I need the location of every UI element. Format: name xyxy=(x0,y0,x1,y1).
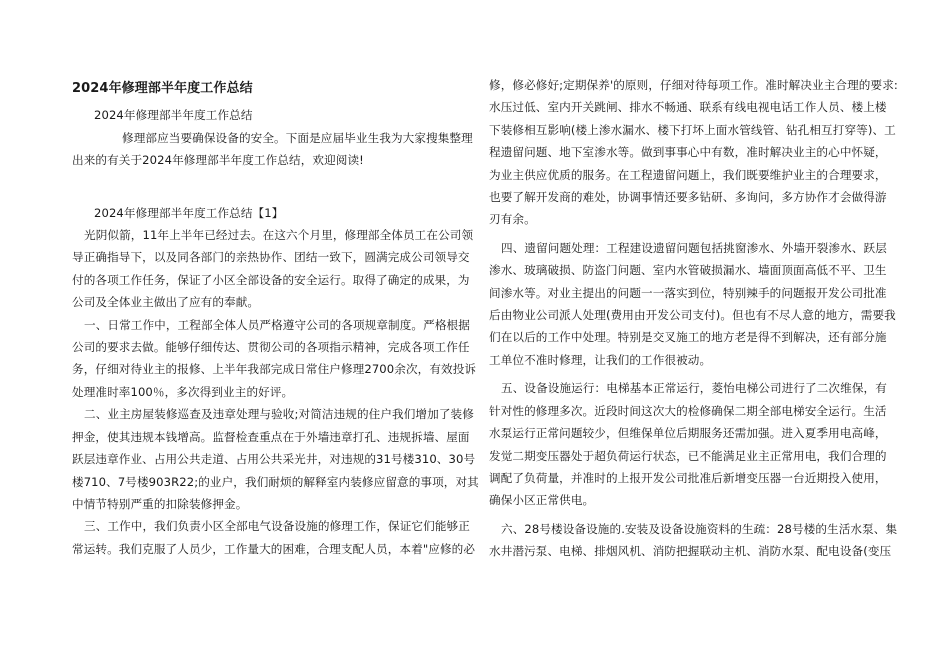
body-line: 处理准时率100％，多次得到业主的好评。 xyxy=(72,384,294,399)
subtitle-line: 2024年修理部半年度工作总结 xyxy=(94,108,253,123)
body-line: 间渗水等。对业主提出的问题一一落实到位，特别辣手的问题报开发公司批准 xyxy=(489,285,887,300)
body-line: 修，修必修好;定期保养'的原则，仔细对待每项工作。准时解决业主合理的要求: xyxy=(489,78,898,92)
body-line: 调配了负荷量，并准时的上报开发公司批准后新增变压器一台近期投入使用， xyxy=(489,470,887,485)
intro-line: 出来的有关于2024年修理部半年度工作总结，欢迎阅读! xyxy=(72,153,364,168)
body-line: 公司的要求去做。能够仔细传达、贯彻公司的各项指示精神，完成各项工作任 xyxy=(72,340,470,355)
body-line: 六、28号楼设备设施的.安装及设备设施资料的生疏：28号楼的生活水泵、集 xyxy=(501,521,898,536)
body-line: 务，仔细对待业主的报修、上半年我部完成日常住户修理2700余次，有效投诉 xyxy=(72,362,477,377)
body-line: 水压过低、室内开关跳闸、排水不畅通、联系有线电视电话工作人员、楼上楼 xyxy=(489,100,887,115)
body-line: 五、设备设施运行：电梯基本正常运行，菱怡电梯公司进行了二次维保，有 xyxy=(501,381,887,396)
body-line: 付的各项工作任务，保证了小区全部设备的安全运行。取得了确定的成果，为 xyxy=(72,272,470,287)
body-line: 常运转。我们克服了人员少，工作量大的困难，合理支配人员，本着"应修的必 xyxy=(72,541,476,556)
body-line: 针对性的修理多次。近段时间这次大的检修确保二期全部电梯安全运行。生活 xyxy=(489,403,887,418)
body-line: 确保小区正常供电。 xyxy=(489,493,595,508)
body-line: 一、日常工作中，工程部全体人员严格遵守公司的各项规章制度。严格根据 xyxy=(84,317,470,332)
body-line: 跃层违章作业、占用公共走道、占用公共采光井，对违规的31号楼310、30号 xyxy=(72,452,476,467)
body-line: 水井潜污泵、电梯、排烟风机、消防把握联动主机、消防水泵、配电设备(变压 xyxy=(489,544,892,559)
body-line: 程遗留问题、地下室渗水等。做到事事心中有数，准时解决业主的心中怀疑， xyxy=(489,145,887,160)
body-line: 刃有余。 xyxy=(489,212,536,227)
body-line: 二、业主房屋装修巡查及违章处理与验收;对简洁违规的住户我们增加了装修 xyxy=(84,407,474,422)
body-line: 押金，使其违规本钱增高。监督检查重点在于外墙违章打孔、违规拆墙、屋面 xyxy=(72,429,470,444)
section-heading: 2024年修理部半年度工作总结【1】 xyxy=(94,205,284,220)
body-line: 渗水、玻璃破损、防盗门问题、室内水管破损漏水、墙面顶面高低不平、卫生 xyxy=(489,263,887,278)
body-line: 发觉二期变压器处于超负荷运行状态，已不能满足业主正常用电，我们合理的 xyxy=(489,448,887,463)
body-line: 下装修相互影响(楼上渗水漏水、楼下打坏上面水管线管、钻孔相互打穿等)、工 xyxy=(489,122,896,137)
blank-spacer xyxy=(72,172,462,202)
body-line: 水泵运行正常问题较少，但维保单位后期服务还需加强。进入夏季用电高峰， xyxy=(489,426,887,441)
body-line: 们在以后的工作中处理。特别是交叉施工的地方老是得不到解决，还有部分施 xyxy=(489,330,887,345)
body-line: 公司及全体业主做出了应有的奉献。 xyxy=(72,295,260,310)
body-line: 后由物业公司派人处理(费用由开发公司支付)。但也有不尽人意的地方，需要我 xyxy=(489,308,896,323)
intro-line: 修理部应当要确保设备的安全。下面是应届毕业生我为大家搜集整理 xyxy=(122,130,473,145)
left-column xyxy=(72,0,479,560)
document-title: 2024年修理部半年度工作总结 xyxy=(72,81,253,96)
body-line: 为业主供应优质的服务。在工程遗留问题上，我们既要维护业主的合理要求， xyxy=(489,167,887,182)
body-line: 也要了解开发商的难处，协调事情还要多钻研、多询问，多方协作才会做得游 xyxy=(489,190,887,205)
body-line: 工单位不准时修理，让我们的工作很被动。 xyxy=(489,352,712,367)
body-line: 光阴似箭，11年上半年已经过去。在这六个月里，修理部全体员工在公司领 xyxy=(84,228,474,243)
right-column xyxy=(489,0,898,563)
body-line: 四、遗留问题处理：工程建设遗留问题包括挑窗渗水、外墙开裂渗水、跃层 xyxy=(501,240,887,255)
body-line: 楼710、7号楼903R22;的业户，我们耐烦的解释室内装修应留意的事项，对其 xyxy=(72,474,479,489)
body-line: 三、工作中，我们负责小区全部电气设备设施的修理工作，保证它们能够正 xyxy=(84,519,470,534)
body-line: 中情节特别严重的扣除装修押金。 xyxy=(72,496,248,511)
body-line: 导正确指导下，以及同各部门的亲热协作、团结一致下，圆满完成公司领导交 xyxy=(72,250,470,265)
